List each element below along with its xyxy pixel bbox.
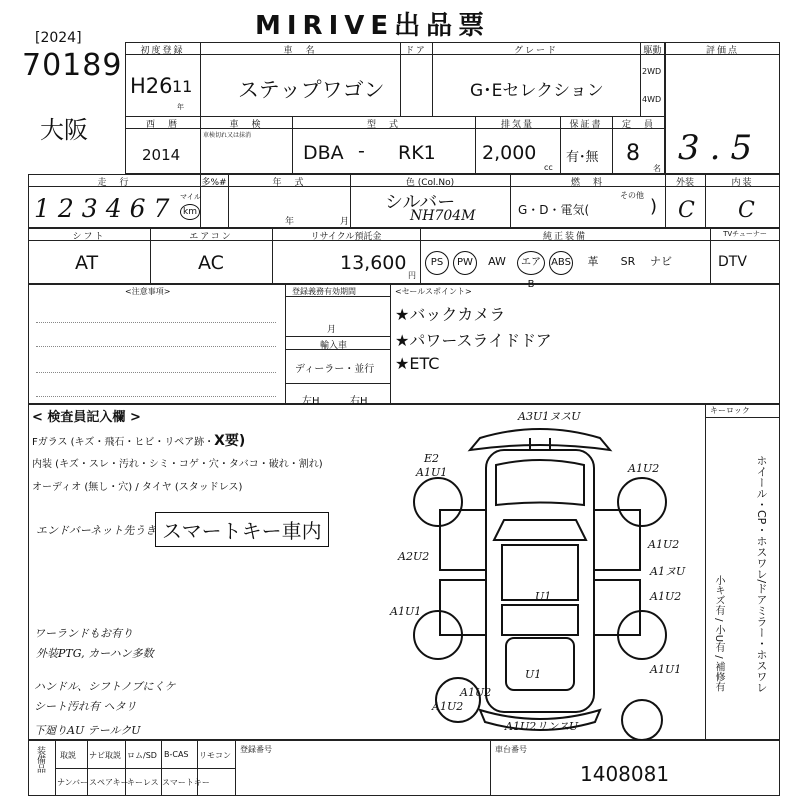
first-reg-era: H26 <box>130 74 173 98</box>
displacement-label: 排気量 <box>500 120 534 130</box>
grade-value: G･Eセレクション <box>470 81 604 101</box>
equip-airbag: エアB <box>517 251 545 275</box>
chassis-label: 車台番号 <box>495 745 527 754</box>
region-label: 大阪 <box>40 116 88 144</box>
audio-note: オーディオ (無し・穴) / タイヤ (スタッドレス) <box>32 482 243 493</box>
recycle-label: リサイクル預託金 <box>310 232 382 242</box>
sales-point-2: ★パワースライドドア <box>395 331 552 350</box>
inspection-note: 車検切れ又は抹消 <box>203 132 252 139</box>
tv-label: TVチューナー <box>723 230 767 238</box>
side-note-2: 小キズ有 / 小U有 / 補修有 <box>713 575 724 692</box>
door-label: ドア <box>405 46 427 56</box>
diag-label-4: A1U1 <box>416 466 448 479</box>
model-label: 車 名 <box>283 46 317 56</box>
drive-4wd: 4WD <box>642 95 662 104</box>
equip-side-label: 装備品 <box>35 746 45 773</box>
grade-label: グレード <box>513 46 558 56</box>
equip-aw: AW <box>488 255 506 268</box>
glass-note <box>32 430 245 450</box>
glass-mark: X要) <box>214 433 246 449</box>
handle-left: 左H <box>302 396 320 407</box>
meter-label: 多%# <box>201 178 227 188</box>
footer-item-1: 取説 <box>60 751 76 760</box>
color-label: 色 (Col.No) <box>405 178 455 188</box>
int-value: C <box>738 198 755 223</box>
sales-point-1: ★バックカメラ <box>395 305 506 324</box>
smart-key-note: スマートキー車内 <box>155 512 329 547</box>
glass-label: Fガラス (キズ・飛石・ヒビ・リペア跡・ <box>32 437 215 448</box>
handle-right: 右H <box>350 396 368 407</box>
capacity-unit: 名 <box>653 164 661 173</box>
displacement-unit: cc <box>544 163 553 172</box>
equip-ps: PS <box>425 251 449 275</box>
ac-value: AC <box>198 252 224 274</box>
equip-navi: ナビ <box>650 255 672 268</box>
ac-label: エアコン <box>189 232 233 242</box>
reg-month-unit: 月 <box>327 325 337 335</box>
diag-label-13: A1U2 <box>432 700 464 713</box>
equip-label: 純正装備 <box>542 232 587 242</box>
interior-note: 内装 (キズ・スレ・汚れ・シミ・コゲ・穴・タバコ・破れ・割れ) <box>32 459 323 470</box>
recycle-value: 13,600 <box>340 252 407 274</box>
inspector-label: < 検査員記入欄 > <box>32 410 141 425</box>
fuel-label: 燃 料 <box>570 178 604 188</box>
dealer-label: ディーラー・並行 <box>295 364 375 375</box>
equip-abs: ABS <box>549 251 573 275</box>
hand-note-1: エンドバーネット先うき <box>36 524 157 537</box>
diag-label-15: A1U2リンスU <box>505 720 579 733</box>
keylock-label: キーロック <box>710 406 750 415</box>
mileage-unit: km <box>180 204 200 220</box>
warranty-label: 保証書 <box>569 120 603 130</box>
import-label: 輸入車 <box>320 341 348 351</box>
drive-2wd: 2WD <box>642 67 662 76</box>
footer-item-7: スペアキー <box>89 778 129 787</box>
capacity-value: 8 <box>626 141 640 166</box>
diag-label-7: A1ヌU <box>650 565 686 578</box>
tv-value: DTV <box>718 254 747 270</box>
diag-label-2: A1U2 <box>628 462 660 475</box>
diag-label-14: A1U2 <box>460 686 492 699</box>
color-value: シルバー <box>385 192 456 213</box>
sales-label: <セールスポイント> <box>395 287 472 296</box>
type-code: RK1 <box>398 142 436 164</box>
first-reg-month: 11 <box>172 77 193 96</box>
ext-label: 外装 <box>675 178 694 188</box>
diag-label-5: A2U2 <box>398 550 430 563</box>
footer-item-6: ナンバー <box>57 778 89 787</box>
history-year-unit: 年 <box>285 217 295 227</box>
diag-label-3: E2 <box>424 452 440 465</box>
diag-label-6: A1U2 <box>648 538 680 551</box>
recycle-unit: 円 <box>408 271 416 280</box>
color-code: NH704M <box>410 208 476 224</box>
mileage-value: 123467 <box>34 194 178 223</box>
year-label: 西 暦 <box>145 120 179 130</box>
type-prefix: DBA <box>303 142 344 164</box>
shift-value: AT <box>75 252 99 274</box>
footer-item-8: キーレス <box>127 778 159 787</box>
diag-label-8: A1U1 <box>390 605 422 618</box>
type-label: 型 式 <box>366 120 400 130</box>
year-value: 2014 <box>142 146 181 164</box>
int-label: 内装 <box>731 178 754 188</box>
footer-item-4: B-CAS <box>164 750 189 759</box>
car-diagram <box>380 410 700 740</box>
footer-item-5: リモコン <box>199 751 231 760</box>
hand-note-6: 下廻りAU テールクU <box>34 724 141 737</box>
hand-note-4: ハンドル、シフトノブにくケ <box>34 680 176 693</box>
equip-list <box>425 251 675 290</box>
equip-pw: PW <box>453 251 477 275</box>
hand-note-3: 外装PTG, カーハン多数 <box>36 647 154 660</box>
type-dash: - <box>358 140 365 162</box>
drive-label: 駆動 <box>643 46 662 56</box>
history-month-unit: 月 <box>340 217 350 227</box>
reg-number-label: 登録番号 <box>240 745 272 754</box>
shift-label: シフト <box>72 232 106 242</box>
lot-number: 70189 <box>22 48 123 83</box>
hand-note-5: シート汚れ有 ヘタリ <box>34 700 137 713</box>
year-unit: 年 <box>177 103 184 111</box>
fuel-other: その他 <box>620 191 644 200</box>
diag-label-1: A3U1ヌスU <box>518 410 581 423</box>
displacement-value: 2,000 <box>482 142 537 164</box>
mileage-alt-unit: マイル <box>180 193 201 201</box>
warranty-value: 有･無 <box>566 150 599 165</box>
year-tag: [2024] <box>35 30 82 46</box>
equip-sr: SR <box>620 255 636 268</box>
equip-leather: 革 <box>587 255 599 268</box>
rating-label: 評価点 <box>705 46 739 56</box>
mileage-label: 走 行 <box>97 178 131 188</box>
capacity-label: 定 員 <box>621 120 655 130</box>
inspection-label: 車 検 <box>229 120 263 130</box>
diag-label-12: U1 <box>525 668 542 681</box>
side-note-1: ホイール・CP・ホスワレ/ドアミラー・ホスワレ <box>755 455 768 694</box>
footer-item-9: スマートキー <box>162 778 210 787</box>
caution-label: <注意事項> <box>125 287 171 296</box>
history-label: 年 式 <box>272 178 306 188</box>
first-reg-label: 初度登録 <box>140 46 185 56</box>
hand-note-2: ワーランドもお有り <box>34 627 133 640</box>
fuel-options: G・D・電気( <box>518 203 590 217</box>
footer-item-3: ロム/SD <box>127 751 157 760</box>
footer-item-2: ナビ取説 <box>89 751 121 760</box>
sheet-title: MIRIVE出品票 <box>255 11 491 41</box>
ext-value: C <box>678 198 695 223</box>
reg-label: 登録義務有効期間 <box>292 287 356 296</box>
rating-value: 3.5 <box>678 128 763 168</box>
chassis-value: 1408081 <box>580 762 670 786</box>
diag-label-10: U1 <box>535 590 552 603</box>
diag-label-9: A1U2 <box>650 590 682 603</box>
model-value: ステップワゴン <box>238 78 385 102</box>
fuel-close: ) <box>650 196 658 217</box>
sales-point-3: ★ETC <box>395 354 440 373</box>
diag-label-11: A1U1 <box>650 663 682 676</box>
